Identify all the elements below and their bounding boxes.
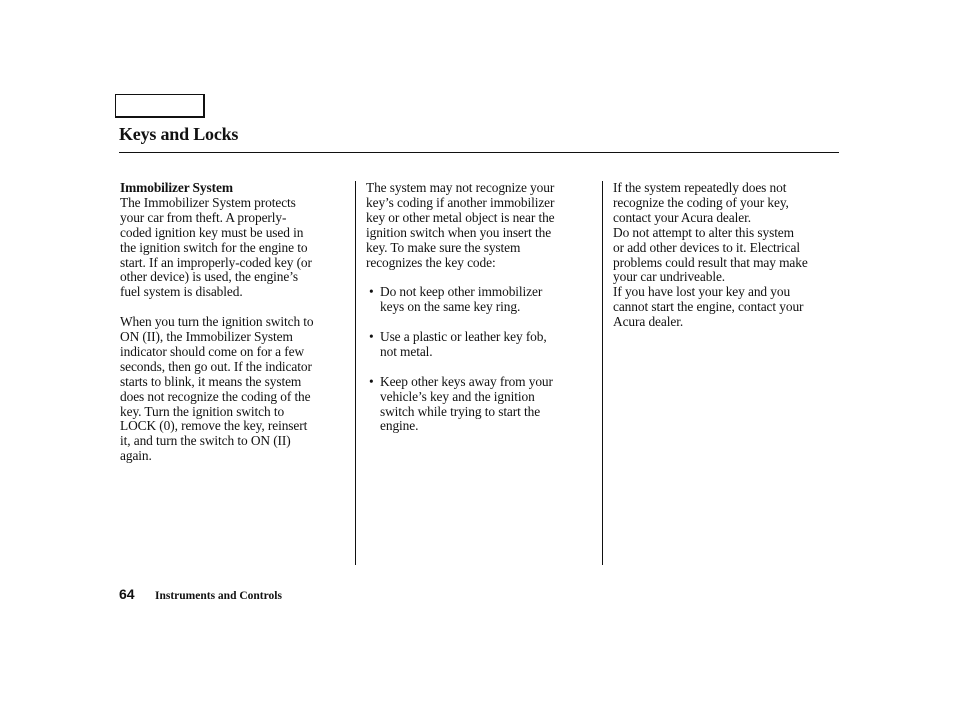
bullet-icon: • [369,373,374,389]
column-divider-2 [602,181,603,565]
column-1 [120,181,352,464]
column-3-paragraph-1: If the system repeatedly does not recognize the coding of your key, contact your Acura dealer. [613,180,789,225]
page-number: 64 [119,586,135,602]
list-item [366,330,594,360]
section-name: Instruments and Controls [155,590,282,602]
list-item-text: Do not keep other immobilizer keys on the same key ring. [380,284,543,315]
bullet-icon: • [369,284,374,300]
title-divider [119,152,839,153]
list-item [366,375,594,435]
immobilizer-heading: Immobilizer System [120,180,233,195]
section-tab-box [115,94,205,118]
list-item-text: Keep other keys away from your vehicle’s key and the ignition switch while trying to start the engine. [380,373,553,434]
column-3-paragraph-2: Do not attempt to alter this system or add other devices to it. Electrical problems could result that may make your car undriveable. [613,224,808,285]
list-item [366,285,594,315]
bullet-icon: • [369,329,374,345]
page-title: Keys and Locks [119,124,239,144]
column-3-paragraph-3: If you have lost your key and you cannot start the engine, contact your Acura dealer. [613,284,804,330]
column-2-intro: The system may not recognize your key’s coding if another immobilizer key or other metal object is near the ignition switch when you insert the key. To make sure the system recognizes the key code: [366,180,555,270]
key-code-tips-list [366,285,594,434]
column-3 [613,181,845,330]
list-item-text: Use a plastic or leather key fob, not metal. [380,329,547,359]
column-2 [366,181,594,449]
column-1-paragraph-1: The Immobilizer System protects your car from theft. A properly- coded ignition key must be used in the ignition switch for the engine to start. If an improperly-coded key (or other device) is used, the engine’s fuel system is disabled. [120,194,312,300]
column-divider-1 [355,181,356,565]
column-1-paragraph-2: When you turn the ignition switch to ON (II), the Immobilizer System indicator should come on for a few seconds, then go out. If the indicator starts to blink, it means the system does not recognize the coding of the key. Turn the ignition switch to LOCK (0), remove the key, reinsert it, and turn the switch to ON (II) again. [120,314,314,464]
